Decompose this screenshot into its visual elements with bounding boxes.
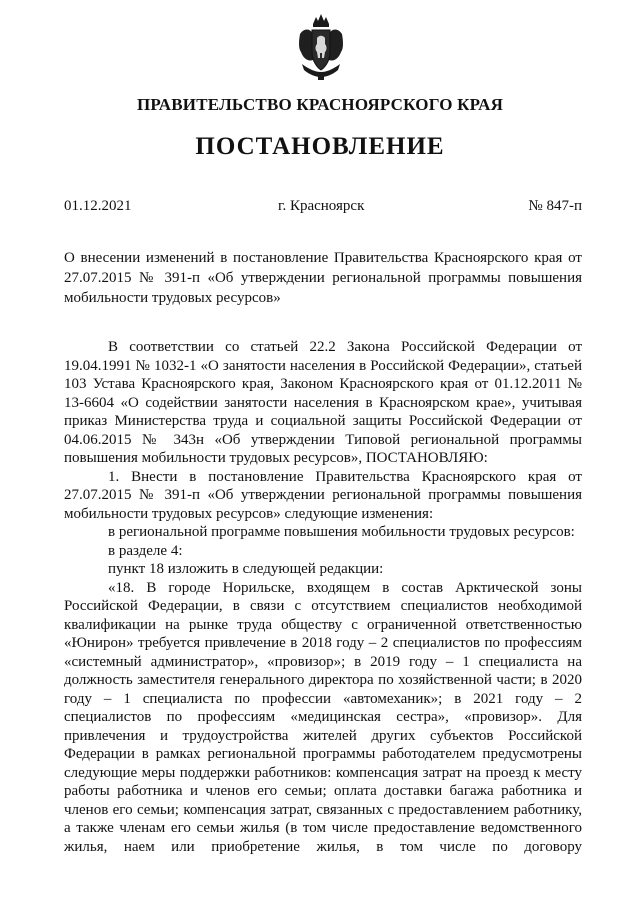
document-meta [64,198,582,218]
paragraph-point: пункт 18 изложить в следующей редакции: [108,561,384,577]
paragraph-section: в разделе 4: [108,542,183,559]
paragraph-item-1: 1. Внести в постановление Правительства Красноярского края от 27.07.2015 № 391-п «Об утверждении региональной программы повышения мобильности трудовых ресурсов» следующие изменения: [64,468,582,522]
document-title: О внесении изменений в постановление Правительства Красноярского края от 27.07.2015 № 391-п «Об утверждении региональной программы повышения мобильности трудовых ресурсов» [64,250,582,306]
document-number: № 847-п [528,198,582,214]
paragraph-preamble: В соответствии со статьей 22.2 Закона Российской Федерации от 19.04.1991 № 1032-1 «О занятости населения в Российской Федерации», статьей 103 Устава Красноярского края, Законом Красноярского края от 01.12.2011 № 13-6604 «О содействии занятости населения в Красноярском крае», учитывая приказ Министерства труда и социальной защиты Российской Федерации от 04.06.2015 № 343н «Об утверждении Типовой региональной программы повышения мобильности трудовых ресурсов», ПОСТАНОВЛЯЮ: [64,339,582,466]
document-city: г. Красноярск [278,198,365,214]
document-date: 01.12.2021 [64,198,132,214]
organization-name: ПРАВИТЕЛЬСТВО КРАСНОЯРСКОГО КРАЯ [136,95,504,114]
paragraph-point-18: «18. В городе Норильске, входящем в состав Арктической зоны Российской Федерации, в связи с отсутствием специалистов необходимой квалификации на рынке труда обществу с ограниченной ответственностью «Юнирон» требуется привлечение в 2018 году – 2 специалистов по профессиям «системный администратор», «провизор»; в 2019 году – 1 специалиста на должность заместителя генерального директора по хозяйственной части; в 2020 году – 1 специалиста по профессии «автомеханик»; в 2021 году – 2 специалистов по профессиям «медицинская сестра», «провизор». Для привлечения и трудоустройства жителей других субъектов Российской Федерации в рамках региональной программы работодателем предусмотрены следующие меры поддержки работников: компенсация затрат на проезд к месту работы работника и членов его семьи; оплата доставки багажа работника и членов его семьи; компенсация затрат, связанных с предоставлением работнику, а также членам его семьи жилья (в том числе предоставление ведомственного жилья, наем или приобретение жилья, в том числе по договору [64,579,582,855]
document-body [64,338,582,856]
krasnoyarsk-coat-of-arms-icon [294,12,348,82]
paragraph-program: в региональной программе повышения мобильности трудовых ресурсов: [108,524,575,540]
document-type: ПОСТАНОВЛЕНИЕ [195,133,445,160]
